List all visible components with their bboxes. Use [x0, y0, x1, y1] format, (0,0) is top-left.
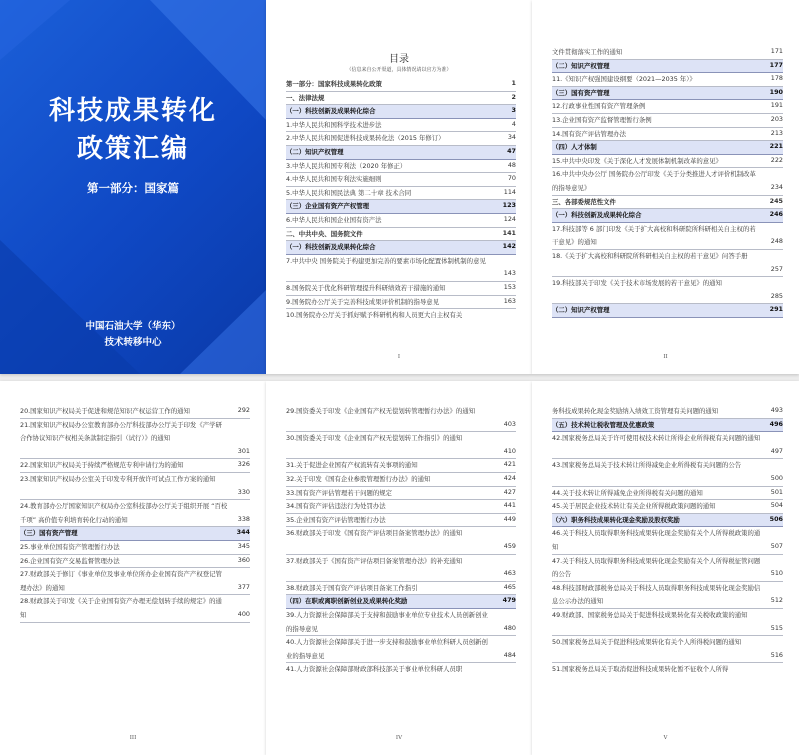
- toc-section-heading[interactable]: [552, 514, 783, 528]
- toc-entry-title: 51.国家税务总局关于取消促进科技成果转化暂不征收个人所得: [552, 665, 729, 674]
- cover-org-dept: 技术转移中心: [104, 337, 162, 348]
- toc-entry-page: 171: [770, 47, 783, 55]
- toc-entry-page: 2: [511, 92, 516, 101]
- toc-entry-page: 403: [503, 419, 516, 428]
- toc-page-4: [266, 381, 532, 755]
- toc-entry-title: （一）科技创新及成果转化综合: [552, 211, 642, 220]
- toc-entry[interactable]: [286, 432, 516, 459]
- toc-entry[interactable]: [286, 160, 516, 174]
- toc-entry[interactable]: [552, 459, 783, 486]
- toc-entry-page: 177: [769, 60, 783, 69]
- toc-list: [286, 78, 516, 323]
- toc-entry-page: 506: [769, 514, 783, 523]
- toc-entry-page: 338: [237, 514, 250, 523]
- toc-entry-title: 文件贯彻落实工作的通知: [552, 48, 623, 56]
- toc-entry-page: 424: [503, 473, 516, 482]
- toc-entry-title: （五）技术转让税收管理及优惠政策: [552, 420, 655, 429]
- cover-title-line2: 政策汇编: [76, 134, 189, 164]
- cover-title-line1: 科技成果转化: [48, 96, 217, 126]
- toc-entry[interactable]: [286, 78, 516, 92]
- toc-entry-title: 29.国资委关于印发《企业国有产权无偿划转管理暂行办法》的通知: [286, 407, 476, 415]
- toc-entry-title: 3.中华人民共和国专利法（2020 年修正）: [286, 161, 407, 170]
- page-folio: V: [663, 735, 668, 741]
- toc-entry-page: 257: [770, 264, 783, 273]
- toc-entry-title: 31.关于促进企业国有产权流转有关事项的通知: [286, 461, 418, 470]
- toc-entry[interactable]: [552, 405, 783, 419]
- toc-section-heading[interactable]: [20, 527, 250, 541]
- toc-entry-title: 三、各部委规范性文件: [552, 197, 616, 206]
- toc-entry-title: 44.关于技术转让所得减免企业所得税有关问题的通知: [552, 488, 703, 497]
- toc-entry-title: 20.国家知识产权局关于促进和规范知识产权运营工作的通知: [20, 407, 190, 415]
- toc-section-heading[interactable]: [286, 105, 516, 119]
- toc-entry-title: （二）知识产权管理: [552, 306, 610, 315]
- toc-entry-page: 449: [503, 514, 516, 523]
- toc-entry-title: 21.国家知识产权局办公室教育部办公厅科技部办公厅关于印发《产学研合作协议知识产权相关条款制定指引（试行）》的通知: [20, 420, 222, 443]
- toc-entry-page: 465: [503, 582, 516, 591]
- toc-section-heading[interactable]: [286, 146, 516, 160]
- toc-entry[interactable]: [552, 582, 783, 609]
- toc-section-heading[interactable]: [552, 304, 783, 318]
- toc-entry[interactable]: [286, 636, 516, 663]
- toc-entry[interactable]: [552, 663, 783, 677]
- toc-entry-title: 二、中共中央、国务院文件: [286, 229, 363, 238]
- page-folio: II: [663, 354, 668, 360]
- toc-entry-title: 48.科技部财政部税务总局关于科技人员取得职务科技成果转化现金奖励信息公示办法的通知: [552, 583, 761, 606]
- toc-entry[interactable]: [286, 92, 516, 106]
- toc-entry[interactable]: [552, 223, 783, 250]
- toc-entry[interactable]: [552, 636, 783, 663]
- toc-entry[interactable]: [286, 255, 516, 282]
- toc-entry[interactable]: [286, 119, 516, 133]
- toc-entry-page: 190: [769, 87, 783, 96]
- toc-entry-title: （二）知识产权管理: [552, 61, 610, 70]
- toc-entry[interactable]: [20, 500, 250, 527]
- toc-entry-title: 24.教育部办公厅国家知识产权局办公室科技部办公厅关于组织开展 “百校千项” 高价值专利培育转化行动的通知: [20, 502, 228, 524]
- toc-entry-page: 400: [237, 609, 250, 618]
- toc-entry[interactable]: [20, 568, 250, 595]
- toc-entry-page: 515: [770, 623, 783, 632]
- toc-entry-page: 47: [507, 146, 516, 155]
- toc-entry-title: 36.财政部关于印发《国有资产评估项目备案管理办法》的通知: [286, 529, 463, 538]
- toc-list: [552, 46, 783, 318]
- toc-entry-page: 459: [503, 541, 516, 550]
- toc-entry-page: 234: [770, 182, 783, 191]
- toc-entry[interactable]: [286, 609, 516, 636]
- toc-entry-title: 26.企业国有资产交易监督管理办法: [20, 556, 120, 565]
- toc-entry[interactable]: [552, 500, 783, 514]
- toc-list: [552, 405, 783, 677]
- toc-entry-page: 143: [503, 269, 516, 278]
- toc-entry-title: 25.事业单位国有资产管理暂行办法: [20, 542, 120, 551]
- toc-entry-title: 18.《关于扩大高校和科研院所科研相关自主权的若干意见》问答手册: [552, 251, 748, 260]
- toc-entry-page: 153: [503, 282, 516, 291]
- toc-entry-title: 15.中共中央印发《关于深化人才发展体制机制改革的意见》: [552, 156, 722, 165]
- toc-page-5: [532, 381, 799, 755]
- toc-entry-title: 5.中华人民共和国民法典 第二十章 技术合同: [286, 188, 412, 197]
- toc-entry-page: 493: [770, 406, 783, 414]
- toc-entry-title: 34.国有资产评估违法行为处罚办法: [286, 502, 386, 511]
- toc-entry-page: 163: [503, 296, 516, 305]
- toc-entry-title: 27.财政部关于修订《事业单位及事业单位所办企业国有资产产权登记管理办法》的通知: [20, 570, 222, 592]
- toc-entry-title: 13.企业国有资产监督管理暂行条例: [552, 115, 652, 124]
- toc-entry[interactable]: [552, 114, 783, 128]
- toc-entry-title: 41.人力资源社会保障部财政部科技部关于事业单位科研人员职: [286, 665, 463, 674]
- toc-entry-title: 22.国家知识产权局关于持续严格规范专利申请行为的通知: [20, 461, 184, 470]
- cover-org-name: 中国石油大学（华东）: [85, 321, 181, 332]
- toc-section-heading[interactable]: [552, 419, 783, 433]
- toc-entry[interactable]: [286, 132, 516, 146]
- toc-entry[interactable]: [286, 282, 516, 296]
- toc-entry-title: （一）科技创新及成果转化综合: [286, 107, 376, 116]
- toc-entry-title: 14.国有资产评估管理办法: [552, 129, 627, 138]
- toc-entry[interactable]: [552, 277, 783, 304]
- toc-entry-title: （二）知识产权管理: [286, 147, 344, 156]
- page-folio: I: [397, 354, 401, 360]
- toc-entry-title: 35.企业国有资产评估管理暂行办法: [286, 515, 386, 524]
- toc-section-heading[interactable]: [552, 60, 783, 74]
- toc-entry[interactable]: [286, 459, 516, 473]
- toc-entry-page: 34: [507, 133, 516, 142]
- toc-entry[interactable]: [286, 309, 516, 323]
- toc-entry-title: 42.国家税务总局关于许可使用权技术转让所得企业所得税有关问题的通知: [552, 434, 761, 443]
- toc-entry-title: 9.国务院办公厅关于完善科技成果评价机制的指导意见: [286, 297, 440, 306]
- toc-entry-page: 463: [503, 569, 516, 578]
- toc-entry-title: 务科技成果转化现金奖励纳入绩效工资管理有关问题的通知: [552, 407, 719, 415]
- toc-entry-page: 507: [770, 541, 783, 550]
- toc-entry[interactable]: [286, 296, 516, 310]
- toc-entry-title: 50.国家税务总局关于促进科技成果转化有关个人所得税问题的通知: [552, 638, 742, 647]
- toc-entry[interactable]: [552, 250, 783, 277]
- toc-entry[interactable]: [286, 514, 516, 528]
- toc-entry[interactable]: [552, 46, 783, 60]
- toc-entry-title: 16.中共中央办公厅 国务院办公厅印发《关于分类推进人才评价机制改革的指导意见》: [552, 170, 756, 192]
- toc-entry-page: 497: [770, 446, 783, 455]
- toc-section-heading[interactable]: [552, 141, 783, 155]
- toc-entry-title: 28.财政部关于印发《关于企业国有资产办理无偿划转手续的规定》的通知: [20, 597, 222, 619]
- toc-page-1: [266, 0, 532, 374]
- toc-entry-page: 345: [237, 541, 250, 550]
- toc-entry-title: 7.中共中央 国务院关于构建更加完善的要素市场化配置体制机制的意见: [286, 256, 486, 265]
- toc-entry[interactable]: [286, 405, 516, 432]
- page-folio: IV: [395, 735, 403, 741]
- toc-entry-page: 3: [511, 106, 516, 115]
- toc-entry-page: 114: [503, 187, 516, 196]
- toc-entry-page: 479: [502, 596, 516, 605]
- toc-entry-title: 39.人力资源社会保障部关于支持和鼓励事业单位专业技术人员创新创业的指导意见: [286, 610, 488, 633]
- toc-section-heading[interactable]: [286, 241, 516, 255]
- toc-entry-page: 301: [237, 446, 250, 455]
- toc-entry-title: 10.国务院办公厅关于抓好赋予科研机构和人员更大自主权有关: [286, 311, 463, 320]
- toc-heading: 目录: [389, 54, 409, 65]
- toc-entry-page: 330: [237, 487, 250, 496]
- toc-entry[interactable]: [286, 228, 516, 242]
- toc-entry-page: 500: [770, 473, 783, 482]
- toc-entry-page: 222: [770, 155, 783, 164]
- toc-entry[interactable]: [552, 196, 783, 210]
- toc-note: （信息来自公开渠道，具体情况请以官方为准）: [346, 67, 452, 73]
- toc-entry[interactable]: [552, 527, 783, 554]
- toc-entry-page: 512: [770, 596, 783, 605]
- toc-entry-title: （一）科技创新及成果转化综合: [286, 243, 376, 252]
- toc-entry-page: 245: [769, 196, 783, 205]
- cover-subtitle: 第一部分：国家篇: [87, 181, 179, 195]
- toc-entry-title: 12.行政事业性国有资产管理条例: [552, 102, 646, 111]
- toc-entry-title: 8.国务院关于优化科研管理提升科研绩效若干措施的通知: [286, 283, 446, 292]
- toc-entry-title: 17.科技部等 6 部门印发《关于扩大高校和科研院所科研相关自主权的若干意见》的通知: [552, 224, 756, 247]
- toc-entry[interactable]: [286, 527, 516, 554]
- toc-entry-title: 40.人力资源社会保障部关于进一步支持和鼓励事业单位科研人员创新创业的指导意见: [286, 638, 488, 660]
- toc-section-heading[interactable]: [552, 87, 783, 101]
- toc-entry-page: 142: [502, 242, 516, 251]
- toc-entry-page: 504: [770, 501, 783, 510]
- toc-entry[interactable]: [286, 663, 516, 677]
- toc-entry-page: 141: [502, 228, 516, 237]
- toc-entry-title: 一、法律法规: [286, 93, 325, 102]
- toc-entry-page: 124: [503, 214, 516, 223]
- toc-entry[interactable]: [286, 214, 516, 228]
- toc-entry-page: 221: [769, 142, 783, 151]
- toc-entry[interactable]: [20, 405, 250, 419]
- toc-entry-title: 46.关于科技人员取得职务科技成果转化现金奖励有关个人所得税政策的通知: [552, 529, 761, 551]
- page-folio: III: [129, 735, 137, 741]
- toc-entry[interactable]: [286, 500, 516, 514]
- toc-entry-title: （四）在职或离职创新创业及成果转化奖励: [286, 597, 408, 606]
- toc-entry-title: 30.国资委关于印发《企业国有产权无偿划转工作指引》的通知: [286, 434, 463, 443]
- toc-page-3: [0, 381, 266, 755]
- toc-list: [20, 405, 250, 623]
- toc-entry-page: 510: [770, 569, 783, 578]
- toc-entry[interactable]: [286, 473, 516, 487]
- toc-entry-title: 47.关于科技人员取得职务科技成果转化现金奖励有关个人所得税征管问题的公告: [552, 556, 761, 579]
- toc-entry-page: 484: [503, 650, 516, 659]
- cover-page: [0, 0, 266, 374]
- toc-entry-page: 292: [237, 406, 250, 414]
- toc-entry-page: 326: [237, 460, 250, 469]
- toc-entry-page: 1: [511, 79, 516, 87]
- toc-entry-title: （三）国有资产管理: [20, 529, 78, 538]
- toc-entry-title: 37.财政部关于《国有资产评估项目备案管理办法》的补充通知: [286, 556, 463, 565]
- toc-entry-page: 246: [769, 210, 783, 219]
- toc-entry-title: 1.中华人民共和国科学技术进步法: [286, 120, 382, 129]
- toc-section-heading[interactable]: [286, 595, 516, 609]
- toc-entry-page: 203: [770, 114, 783, 123]
- toc-entry-page: 191: [770, 101, 783, 110]
- toc-entry-title: 43.国家税务总局关于技术转让所得减免企业所得税有关问题的公告: [552, 461, 742, 470]
- toc-entry[interactable]: [552, 432, 783, 459]
- toc-entry[interactable]: [552, 100, 783, 114]
- toc-entry-title: （六）职务科技成果转化现金奖励及股权奖励: [552, 515, 680, 524]
- toc-entry[interactable]: [552, 487, 783, 501]
- toc-entry-page: 496: [769, 419, 783, 428]
- toc-entry-page: 501: [770, 487, 783, 496]
- toc-entry-page: 421: [503, 460, 516, 469]
- toc-entry[interactable]: [552, 73, 783, 87]
- toc-entry[interactable]: [286, 173, 516, 187]
- toc-entry[interactable]: [20, 541, 250, 555]
- toc-entry[interactable]: [286, 487, 516, 501]
- toc-entry-title: 45.关于居民企业技术转让有关企业所得税政策问题的通知: [552, 502, 716, 511]
- toc-entry-title: 第一部分：国家科技成果转化政策: [286, 80, 382, 88]
- toc-entry-page: 410: [503, 446, 516, 455]
- toc-entry-page: 441: [503, 501, 516, 510]
- toc-entry-title: 6.中华人民共和国企业国有资产法: [286, 215, 382, 224]
- toc-entry[interactable]: [286, 555, 516, 582]
- toc-entry-page: 213: [770, 128, 783, 137]
- toc-entry-page: 285: [770, 291, 783, 300]
- toc-entry[interactable]: [552, 555, 783, 582]
- toc-entry-page: 123: [502, 201, 516, 210]
- toc-entry[interactable]: [20, 595, 250, 622]
- toc-entry-title: （四）人才体制: [552, 143, 597, 152]
- toc-entry-title: 11.《知识产权强国建设纲要（2021—2035 年）》: [552, 75, 696, 84]
- toc-entry[interactable]: [20, 555, 250, 569]
- toc-entry-page: 360: [237, 555, 250, 564]
- toc-entry[interactable]: [552, 155, 783, 169]
- toc-page-2: [532, 0, 799, 374]
- toc-entry-title: 2.中华人民共和国促进科技成果转化法（2015 年修订）: [286, 134, 445, 143]
- toc-entry[interactable]: [20, 473, 250, 500]
- toc-entry-page: 344: [236, 528, 250, 537]
- toc-entry-title: （三）国有资产管理: [552, 88, 610, 97]
- toc-entry-page: 291: [769, 305, 783, 314]
- toc-entry[interactable]: [20, 419, 250, 460]
- toc-entry-title: 19.科技部关于印发《关于技术市场发展的若干意见》的通知: [552, 279, 722, 288]
- toc-entry[interactable]: [552, 168, 783, 195]
- toc-entry-title: 4.中华人民共和国专利法实施细则: [286, 175, 382, 184]
- toc-entry-page: 516: [770, 650, 783, 659]
- toc-entry-title: 33.国有资产评估管理若干问题的规定: [286, 488, 393, 497]
- toc-entry[interactable]: [286, 187, 516, 201]
- toc-entry-page: 248: [770, 237, 783, 246]
- toc-entry-page: 48: [507, 160, 516, 169]
- toc-entry-title: 49.财政部、国家税务总局关于促进科技成果转化有关税收政策的通知: [552, 610, 748, 619]
- toc-entry-page: 377: [237, 582, 250, 591]
- toc-entry[interactable]: [286, 582, 516, 596]
- toc-section-heading[interactable]: [552, 209, 783, 223]
- toc-entry-page: 178: [770, 74, 783, 83]
- toc-entry-page: 70: [507, 174, 516, 183]
- toc-entry-page: 427: [503, 487, 516, 496]
- toc-entry[interactable]: [552, 128, 783, 142]
- toc-section-heading[interactable]: [286, 200, 516, 214]
- toc-entry[interactable]: [552, 609, 783, 636]
- toc-entry-title: 38.财政部关于国有资产评估项目备案工作指引: [286, 583, 418, 592]
- toc-entry[interactable]: [20, 459, 250, 473]
- toc-list: [286, 405, 516, 677]
- toc-entry-page: 4: [511, 119, 516, 128]
- toc-entry-title: 32.关于印发《国有企业参股管理暂行办法》的通知: [286, 474, 431, 483]
- toc-entry-page: 480: [503, 623, 516, 632]
- toc-entry-title: （三）企业国有资产产权管理: [286, 202, 370, 211]
- toc-entry-title: 23.国家知识产权局办公室关于印发专利开放许可试点工作方案的通知: [20, 474, 216, 483]
